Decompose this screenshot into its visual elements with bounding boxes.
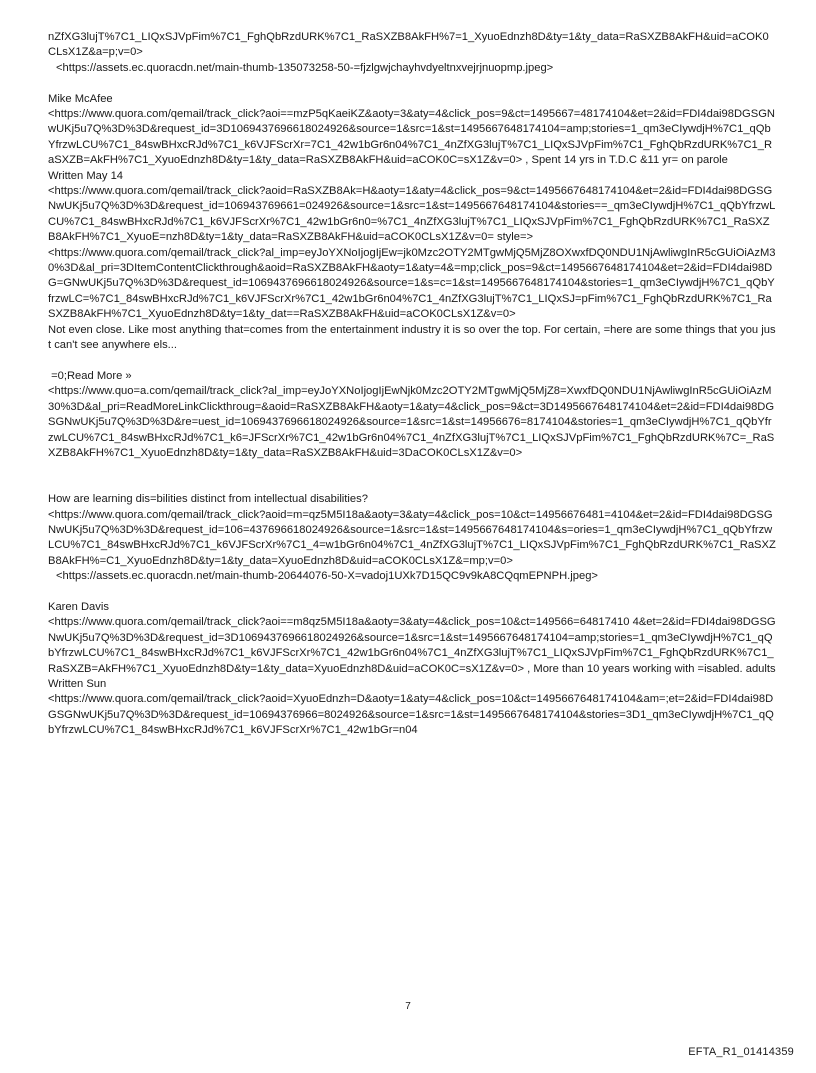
answer-excerpt: Not even close. Like most anything that=comes from the entertainment industry it is so over the top. For certain, =here are some things that you just can't see anywhere els... — [48, 323, 776, 352]
read-more-link[interactable]: <https://www.quo=a.com/qemail/track_click?al_imp=eyJoYXNoIjogIjEwNjk0Mzc2OTY2MTgwMjQ5MjZ8=XwxfDQ0NDU1NjAwliwgInR5cGUiOiAzM30%3D&al_pri=ReadMoreLinkClickthroug=&aoid=RaSXZB8AkFH&aoty=1&aty=4&click_pos=9&ct=3D1495667648174104&et=2&id=FDI4dai98DGSGNwUKj5u7Q%3D%3D&re=uest_id=1069437696618024926&source=1&src=1&st=14956676=8174104&stories=1_qm3eCIywdjH%7C1_qQbYfrzwLCU%7C1_84swBHxcRJd%7C1_k6=JFScrXr%7C1_42w1bGr6n04%7C1_4nZfXG3lujT%7C1_LIQxSJVpFim%7C1_FghQbRzdURK%7C=_RaSXZB8AkFH%7C1_XyuoEdnzh8D&ty=1&ty_data=RaSXZB8AkFH&uid=3DaCOK0CLsX1Z&v=0> — [48, 385, 775, 459]
spacer — [48, 585, 776, 600]
read-more-label: =0;Read More » — [48, 369, 132, 382]
spacer — [48, 461, 776, 492]
document-body — [48, 30, 776, 739]
url-continuation: nZfXG3lujT%7C1_LIQxSJVpFim%7C1_FghQbRzdURK%7C1_RaSXZB8AkFH%7=1_XyuoEdnzh8D&ty=1&ty_data=RaSXZB8AkFH&uid=aCOK0CLsX1Z&a=p;v=0> — [48, 31, 769, 59]
bates-number: EFTA_R1_01414359 — [688, 1046, 794, 1058]
author-name: Mike McAfee — [48, 92, 113, 105]
author-link[interactable]: <https://www.quora.com/qemail/track_click?aoi==m8qz5M5I18a&aoty=3&aty=4&click_pos=10&ct=149566=64817410 4&et=2&id=FDI4dai98DGSGNwUKj5u7Q%3D%3D&request_id=3D1069437696618024926&source=1&src=1&st=1495667648174104=amp;stories=1_qm3eCIywdjH%7C1_qQbYfrzwLCU%7C1_84swBHxcRJd%7C1_k6VJFScrXr%7C1_42w1bGr6n04%7C1_4nZfXG3lujT%7C1_LIQxSJVpFim%7C1_FghQbRzdURK%7C1_RaSXZB=AkFH%7C1_XyuoEdnzh8D&ty=1&ty_data=XyuoEdnzh8D&uid=aCOK0C=sX1Z&v=0> , More than 10 years working with =isabled. adults — [48, 616, 776, 675]
answer-link[interactable]: <https://www.quora.com/qemail/track_click?aoid=RaSXZB8Ak=H&aoty=1&aty=4&click_pos=9&ct=1495667648174104&et=2&id=FDI4dai98DGSGNwUKj5u7Q%3D%3D&request_id=106943769661=024926&source=1&src=1&st=1495667648174104&stories==_qm3eCIywdjH%7C1_qQbYfrzwLCU%7C1_84swBHxcRJd%7C1_k6VJFScrXr%7C1_42w1bGr6n0=%7C1_4nZfXG3lujT%7C1_LIQxSJVpFim%7C1_FghQbRzdURK%7C1_RaSXZB8AkFH%7C1_XyuoE=nzh8D&ty=1&ty_data=RaSXZB8AkFH&uid=aCOK0CLsX1Z&v=0= style=> — [48, 185, 776, 244]
written-date: Written Sun — [48, 678, 107, 690]
question-link[interactable]: <https://www.quora.com/qemail/track_click?aoid=m=qz5M5I18a&aoty=3&aty=4&click_pos=10&ct=14956676481=4104&et=2&id=FDI4dai98DGSGNwUKj5u7Q%3D%3D&request_id=106=437696618024926&source=1&src=1&st=1495667648174104&s=ories=1_qm3eCIywdjH%7C1_qQbYfrzwLCU%7C1_84swBHxcRJd%7C1_k6VJFScrXr%7C1_4=w1bGr6n04%7C1_4nZfXG3lujT%7C1_LIQxSJVpFim%7C1_FghQbRzdURK%7C1_RaSXZB8AkFH%=C1_XyuoEdnzh8D&ty=1&ty_data=XyuoEdnzh8D&uid=aCOK0CLsX1Z&=mp;v=0> — [48, 508, 776, 567]
spacer — [48, 354, 776, 369]
page-number: 7 — [405, 1001, 411, 1012]
answer-link[interactable]: <https://www.quora.com/qemail/track_click?aoid=XyuoEdnzh=D&aoty=1&aty=4&click_pos=10&ct=1495667648174104&am=;et=2&id=FDI4dai98DGSGNwUKj5u7Q%3D%3D&request_id=10694376966=8024926&source=1&src=1&st=1495667648174104&stories=3D1_qm3eCIywdjH%7C1_qQbYfrzwLCU%7C1_84swBHxcRJd%7C1_k6VJFScrXr%7C1_42w1bGr=n04 — [48, 693, 774, 737]
spacer — [48, 76, 776, 91]
author-link[interactable]: <https://www.quora.com/qemail/track_click?aoi==mzP5qKaeiKZ&aoty=3&aty=4&click_pos=9&ct=1495667=48174104&et=2&id=FDI4dai98DGSGNwUKj5u7Q%3D%3D&request_id=3D1069437696618024926&source=1&src=1&st=1495667648174104=amp;stories=1_qm3eCIywdjH%7C1_qQbYfrzwLCU%7C1_84swBHxcRJd%7C1_k6VJFScrXr=7C1_42w1bGr6n04%7C1_4nZfXG3lujT%7C1_LIQxSJVpFim%7C1_FghQbRzdURK%7C1_RaSXZB=AkFH%7C1_XyuoEdnzh8D&ty=1&ty_data=RaSXZB8AkFH&uid=aCOK0C=sX1Z&v=0> , Spent 14 yrs in T.D.C &11 yr= on parole — [48, 108, 775, 167]
question-title: How are learning dis=bilities distinct from intellectual disabilities? — [48, 493, 368, 506]
written-date: Written May 14 — [48, 169, 124, 182]
thumbnail-link[interactable]: <https://assets.ec.quoracdn.net/main-thumb-135073258-50-=fjzlgwjchayhvdyeltnxvejrjnuopmp.jpeg> — [56, 61, 554, 74]
content-link[interactable]: <https://www.quora.com/qemail/track_click?al_imp=eyJoYXNoIjogIjEw=jk0Mzc2OTY2MTgwMjQ5MjZ8OXwxfDQ0NDU1NjAwliwgInR5cGUiOiAzM30%3D&al_pri=3DItemContentClickthrough&aoid=RaSXZB8AkFH&aoty=1&aty=4&=mp;click_pos=9&ct=1495667648174104&et=2&id=FDI4dai98DG=GNwUKj5u7Q%3D%3D&request_id=1069437696618024926&source=1&s=c=1&st=1495667648174104&stories=1_qm3eCIywdjH%7C1_qQbYfrzwLC=%7C1_84swBHxcRJd%7C1_k6VJFScrXr%7C1_42w1bGr6n04%7C1_4nZfXG3lujT%7C1_LIQxSJ=pFim%7C1_FghQbRzdURK%7C1_RaSXZB8AkFH%7C1_XyuoEdnzh8D&ty=1&ty_dat==RaSXZB8AkFH&uid=aCOK0CLsX1Z&v=0> — [48, 246, 776, 321]
thumbnail-link[interactable]: <https://assets.ec.quoracdn.net/main-thumb-20644076-50-X=vadoj1UXk7D15QC9v9kA8CQqmEPNPH.jpeg> — [56, 570, 598, 583]
author-name: Karen Davis — [48, 600, 109, 613]
